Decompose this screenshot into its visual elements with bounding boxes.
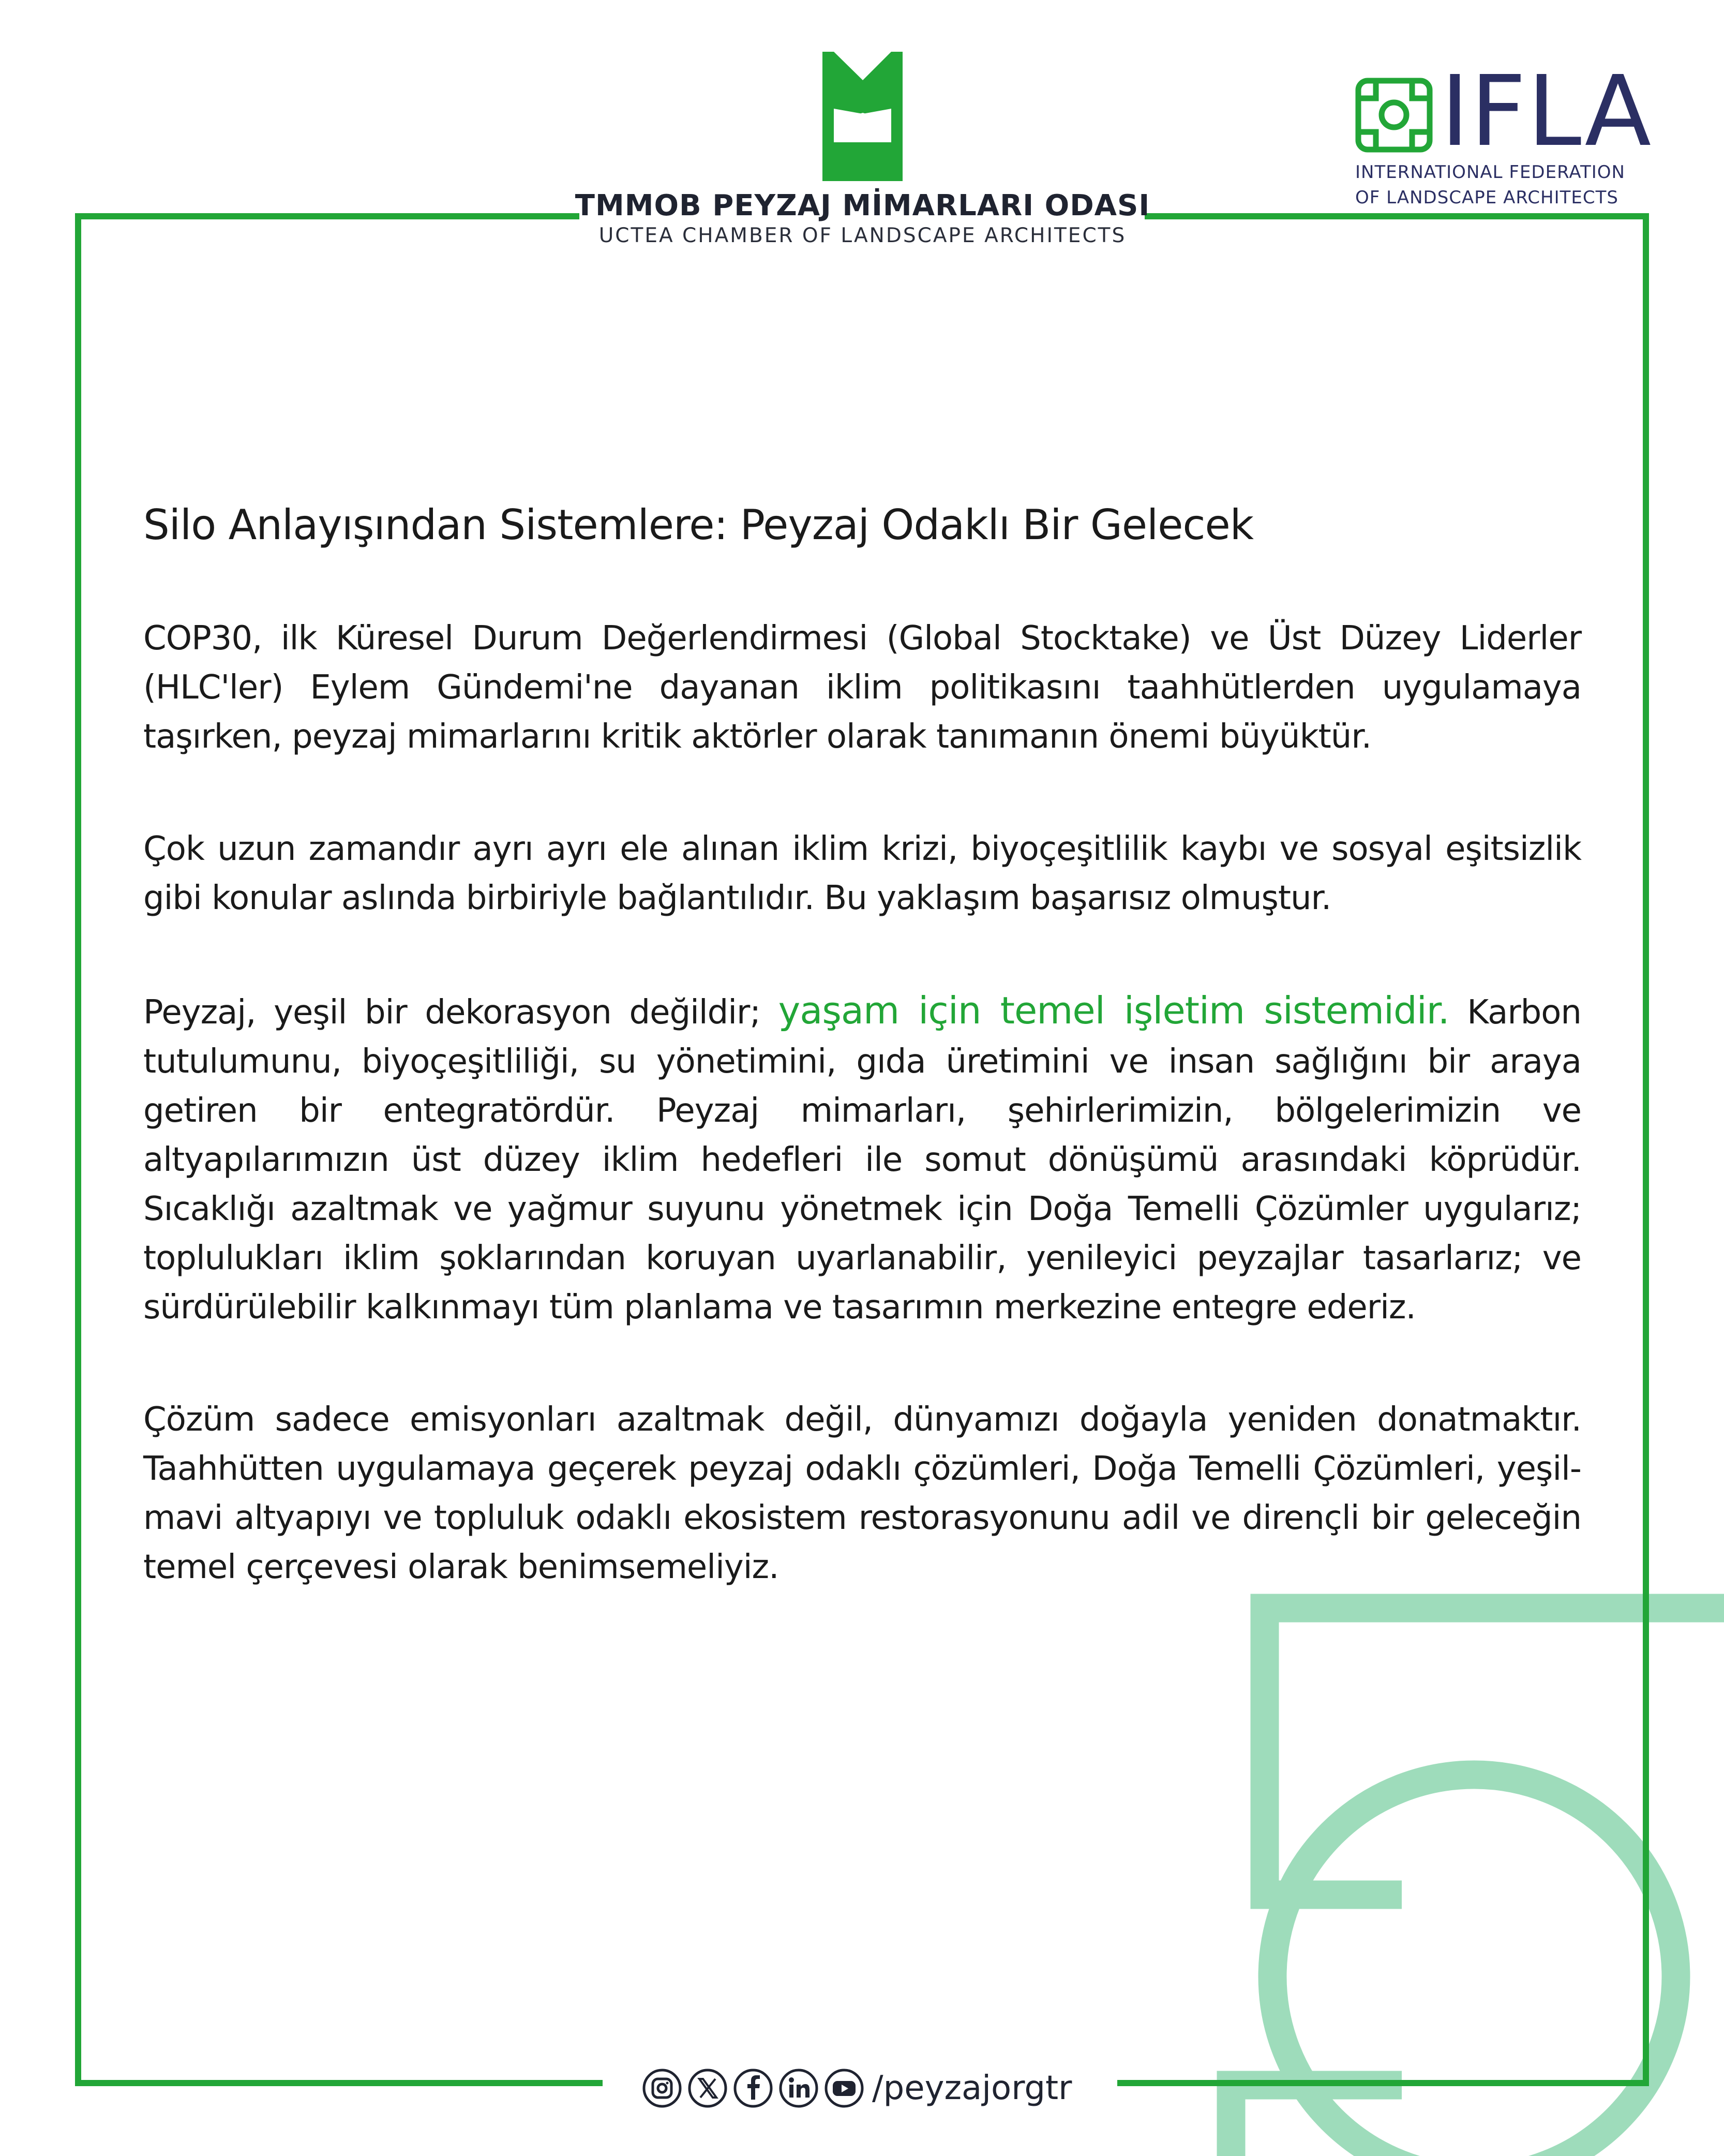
paragraph-1: COP30, ilk Küresel Durum Değerlendirmesi (Global Stocktake) ve Üst Düzey Liderler (HLC'ler) Eylem Gündemi'ne dayanan iklim politikasını taahhütlerden uygulamaya taşırken, peyzaj mimarlarını kritik aktörler olarak tanımanın önemi büyüktür. <box>143 619 1581 756</box>
linkedin-icon[interactable] <box>778 2068 819 2109</box>
paragraph-4: Çözüm sadece emisyonları azaltmak değil, dünyamızı doğayla yeniden donatmaktır. Taahhütten uygulamaya geçerek peyzaj odaklı çözümleri, Doğa Temelli Çözümleri, yeşil-mavi altyapıyı ve topluluk odaklı ekosistem restorasyonunu adil ve dirençli bir geleceğin temel çerçevesi olarak benimsemeliyiz. <box>143 1401 1581 1586</box>
ifla-full-name-line-1: INTERNATIONAL FEDERATION <box>1355 162 1625 183</box>
paragraph-3-rest: Karbon tutulumunu, biyoçeşitliliği, su yönetimini, gıda üretimini ve insan sağlığını bir araya getiren bir entegratördür. Peyzaj mimarları, şehirlerimizin, bölgelerimizin ve altyapılarımızın üst düzey iklim hedefleri ile somut dönüşümü arasındaki köprüdür. Sıcaklığı azaltmak ve yağmur suyunu yönetmek için Doğa Temelli Çözümler uygularız; toplulukları iklim şoklarından koruyan uyarlanabilir, yenileyici peyzajlar tasarlarız; ve sürdürülebilir kalkınmayı tüm planlama ve tasarımın merkezine entegre ederiz. <box>143 993 1581 1327</box>
social-handle[interactable]: /peyzajorgtr <box>872 2069 1072 2107</box>
org-name: TMMOB PEYZAJ MİMARLARI ODASI <box>575 189 1150 222</box>
paragraph-3-start: Peyzaj, yeşil bir dekorasyon değildir; <box>143 993 778 1032</box>
frame-left <box>75 213 81 2086</box>
x-icon[interactable] <box>687 2068 728 2109</box>
frame-bottom-right <box>1117 2080 1649 2086</box>
paragraph-3 <box>143 986 1581 1332</box>
frame-bottom-left <box>75 2080 603 2086</box>
ifla-logo <box>1355 78 1433 153</box>
org-subtitle: UCTEA CHAMBER OF LANDSCAPE ARCHITECTS <box>598 224 1127 247</box>
facebook-icon[interactable] <box>732 2068 774 2109</box>
frame-top-left <box>75 213 579 219</box>
paragraph-2: Çok uzun zamandır ayrı ayrı ele alınan iklim krizi, biyoçeşitlilik kaybı ve sosyal eşitsizlik gibi konular aslında birbiriyle bağlantılıdır. Bu yaklaşım başarısız olmuştur. <box>143 830 1581 917</box>
paragraph-3-highlight: yaşam için temel işletim sistemidir. <box>778 989 1449 1032</box>
footer-social-bar <box>641 2064 1072 2112</box>
ifla-wordmark: IFLA <box>1441 55 1653 168</box>
decorative-background-shape <box>1153 1594 1724 2156</box>
frame-right <box>1643 213 1649 2086</box>
frame-top-right <box>1145 213 1649 219</box>
tmmob-logo <box>822 52 903 181</box>
youtube-icon[interactable] <box>823 2068 865 2109</box>
ifla-full-name-line-2: OF LANDSCAPE ARCHITECTS <box>1355 187 1618 208</box>
document-title: Silo Anlayışından Sistemlere: Peyzaj Odaklı Bir Gelecek <box>143 501 1254 549</box>
document-body <box>143 614 1581 1655</box>
instagram-icon[interactable] <box>641 2068 683 2109</box>
